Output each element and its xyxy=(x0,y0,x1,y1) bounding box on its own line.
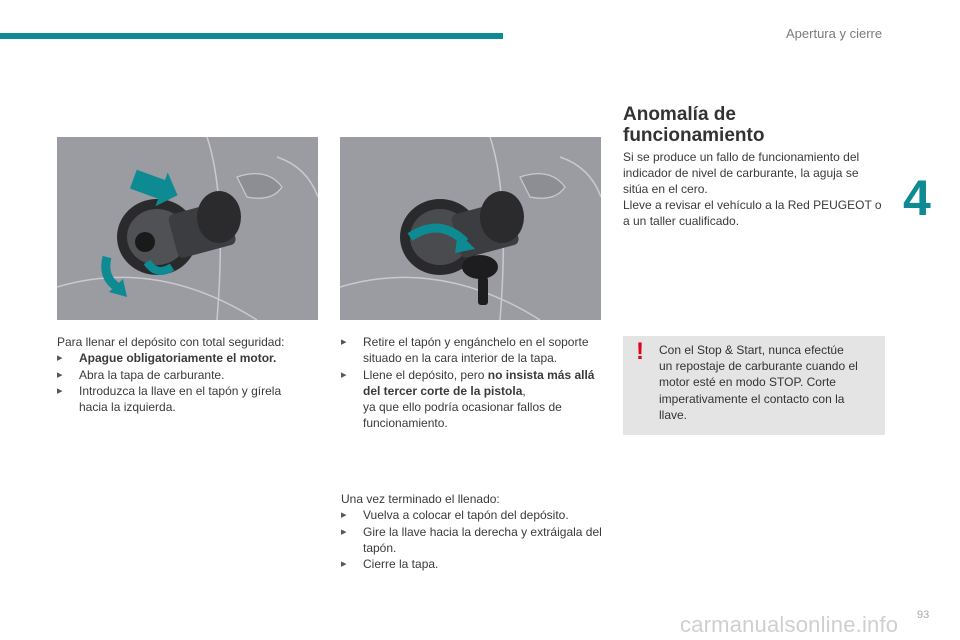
list-item xyxy=(341,367,603,432)
list-item xyxy=(341,524,603,557)
list-item xyxy=(341,556,603,572)
section-body xyxy=(623,149,885,229)
fuel-cap-photo-1 xyxy=(57,137,318,320)
arrow-bullet-icon: ▸ xyxy=(341,509,347,522)
warning-exclamation-icon: ! xyxy=(636,338,644,365)
refuel-instructions-col2 xyxy=(341,334,603,432)
section-body-para1: Si se produce un fallo de funcionamiento del indicador de nivel de carburante, la aguja se sitúa en el cero. xyxy=(623,150,860,196)
page-number: 93 xyxy=(917,609,930,621)
list-item xyxy=(57,367,307,383)
after-refuel-instructions xyxy=(341,491,603,572)
col1-intro: Para llenar el depósito con total seguridad: xyxy=(57,335,285,349)
col2b-item-text: Gire la llave hacia la derecha y extráigala del tapón. xyxy=(363,524,602,555)
col1-item-text: Abra la tapa de carburante. xyxy=(79,367,225,382)
arrow-bullet-icon: ▸ xyxy=(341,368,347,381)
warning-text: Con el Stop & Start, nunca efectúe un repostaje de carburante cuando el motor esté en modo STOP. Corte imperativamente el contacto con la llave. xyxy=(659,343,858,422)
col2b-intro: Una vez terminado el llenado: xyxy=(341,492,500,506)
arrow-bullet-icon: ▸ xyxy=(341,336,347,348)
header-title: Apertura y cierre xyxy=(786,26,883,41)
list-item xyxy=(341,334,603,367)
col1-item-text: Apague obligatoriamente el motor. xyxy=(79,351,277,366)
section-body-para2: Lleve a revisar el vehículo a la Red PEUGEOT o a un taller cualificado. xyxy=(623,198,882,228)
warning-box xyxy=(623,336,885,435)
arrow-bullet-icon: ▸ xyxy=(57,352,63,365)
chapter-number: 4 xyxy=(903,170,931,226)
section-title-line1: Anomalía de xyxy=(623,104,736,125)
col1-item-text: Introduzca la llave en el tapón y gírela hacia la izquierda. xyxy=(79,383,282,415)
col2b-item-text: Cierre la tapa. xyxy=(363,557,439,572)
header-accent-bar xyxy=(0,33,503,39)
list-item xyxy=(57,383,307,416)
section-title-line2: funcionamiento xyxy=(623,125,765,146)
arrow-bullet-icon: ▸ xyxy=(57,384,63,397)
list-item xyxy=(57,350,307,366)
col2-item-bold: no insista más allá del tercer corte de la pistola xyxy=(363,367,595,398)
col2-item-comma: , xyxy=(522,383,526,398)
col2-item-text: Llene el depósito, pero xyxy=(363,367,488,382)
arrow-bullet-icon: ▸ xyxy=(341,558,347,571)
watermark: carmanualsonline.info xyxy=(680,612,899,637)
refuel-instructions-col1 xyxy=(57,334,307,415)
section-title xyxy=(623,104,883,146)
col2-item-text: Retire el tapón y engánchelo en el soporte situado en la cara interior de la tapa. xyxy=(363,335,589,366)
col2-item-text: ya que ello podría ocasionar fallos de funcionamiento. xyxy=(363,400,562,431)
list-item xyxy=(341,507,603,523)
col2b-item-text: Vuelva a colocar el tapón del depósito. xyxy=(363,508,569,523)
arrow-bullet-icon: ▸ xyxy=(57,368,63,381)
fuel-cap-photo-2 xyxy=(340,137,601,320)
arrow-bullet-icon: ▸ xyxy=(341,525,347,538)
